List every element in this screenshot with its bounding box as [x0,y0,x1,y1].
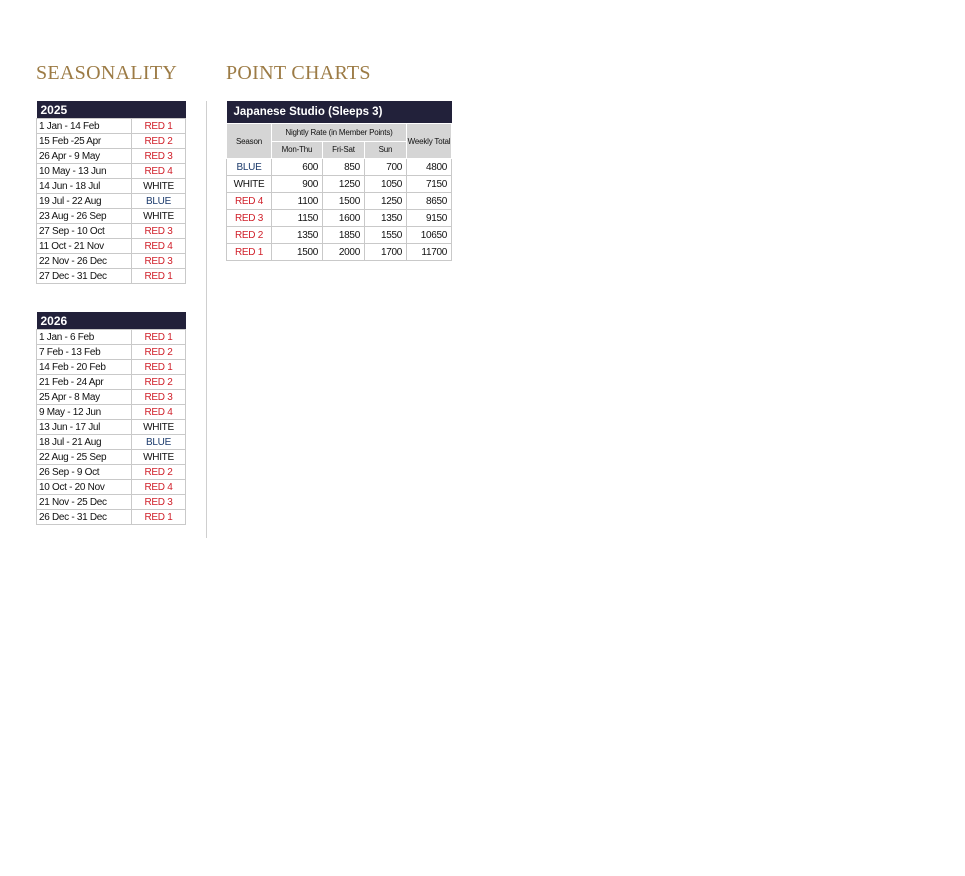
table-row [37,119,186,134]
table-row [37,164,186,179]
column-divider [206,101,207,538]
season-cell: WHITE [132,420,186,435]
season-cell: WHITE [132,450,186,465]
table-row [37,480,186,495]
weekly-total-cell: 11700 [407,244,452,261]
date-range-cell: 26 Dec - 31 Dec [37,510,132,525]
season-cell: WHITE [227,176,272,193]
sun-cell: 1350 [364,210,406,227]
date-range-cell: 22 Nov - 26 Dec [37,254,132,269]
table-row [37,375,186,390]
season-cell: RED 1 [132,119,186,134]
season-cell: RED 4 [132,164,186,179]
table-row [227,227,452,244]
nightly-rate-header: Nightly Rate (in Member Points) [272,124,407,142]
season-cell: WHITE [132,209,186,224]
table-row [227,159,452,176]
mon-thu-cell: 1100 [272,193,323,210]
date-range-cell: 14 Jun - 18 Jul [37,179,132,194]
sun-header: Sun [364,141,406,159]
fri-sat-cell: 1500 [322,193,364,210]
sun-cell: 1250 [364,193,406,210]
date-range-cell: 21 Feb - 24 Apr [37,375,132,390]
season-cell: RED 3 [132,224,186,239]
year-header-2026: 2026 [37,312,186,330]
weekly-total-cell: 7150 [407,176,452,193]
season-cell: RED 2 [227,227,272,244]
season-cell: BLUE [132,194,186,209]
date-range-cell: 23 Aug - 26 Sep [37,209,132,224]
table-row [227,193,452,210]
table-row [37,510,186,525]
table-row [37,149,186,164]
mon-thu-cell: 600 [272,159,323,176]
table-row [37,239,186,254]
date-range-cell: 25 Apr - 8 May [37,390,132,405]
date-range-cell: 15 Feb -25 Apr [37,134,132,149]
weekly-total-cell: 4800 [407,159,452,176]
sun-cell: 1700 [364,244,406,261]
table-row [37,435,186,450]
date-range-cell: 27 Sep - 10 Oct [37,224,132,239]
fri-sat-header: Fri-Sat [322,141,364,159]
table-row [227,244,452,261]
table-row [37,330,186,345]
season-cell: BLUE [227,159,272,176]
table-row [227,176,452,193]
sun-cell: 1550 [364,227,406,244]
date-range-cell: 1 Jan - 6 Feb [37,330,132,345]
point-chart-table [226,101,452,261]
seasonality-table-2025 [36,101,186,284]
season-cell: RED 3 [132,149,186,164]
table-row [37,134,186,149]
table-row [37,360,186,375]
date-range-cell: 27 Dec - 31 Dec [37,269,132,284]
date-range-cell: 19 Jul - 22 Aug [37,194,132,209]
season-cell: RED 2 [132,345,186,360]
season-cell: RED 1 [132,510,186,525]
fri-sat-cell: 1850 [322,227,364,244]
date-range-cell: 22 Aug - 25 Sep [37,450,132,465]
table-row [37,465,186,480]
year-header-2025: 2025 [37,101,186,119]
mon-thu-cell: 1150 [272,210,323,227]
fri-sat-cell: 1600 [322,210,364,227]
table-row [227,210,452,227]
season-cell: RED 1 [132,330,186,345]
season-cell: RED 2 [132,375,186,390]
mon-thu-cell: 900 [272,176,323,193]
season-cell: RED 3 [227,210,272,227]
date-range-cell: 10 Oct - 20 Nov [37,480,132,495]
table-row [37,194,186,209]
season-cell: RED 2 [132,134,186,149]
date-range-cell: 14 Feb - 20 Feb [37,360,132,375]
point-charts-heading: POINT CHARTS [226,62,371,84]
season-cell: RED 1 [132,360,186,375]
mon-thu-header: Mon-Thu [272,141,323,159]
fri-sat-cell: 2000 [322,244,364,261]
table-row [37,179,186,194]
season-cell: RED 2 [132,465,186,480]
table-row [37,224,186,239]
season-cell: RED 4 [132,239,186,254]
table-row [37,254,186,269]
table-row [37,420,186,435]
table-row [37,390,186,405]
season-cell: RED 1 [227,244,272,261]
table-row [37,495,186,510]
date-range-cell: 21 Nov - 25 Dec [37,495,132,510]
date-range-cell: 11 Oct - 21 Nov [37,239,132,254]
sun-cell: 700 [364,159,406,176]
table-row [37,269,186,284]
date-range-cell: 13 Jun - 17 Jul [37,420,132,435]
date-range-cell: 18 Jul - 21 Aug [37,435,132,450]
date-range-cell: 1 Jan - 14 Feb [37,119,132,134]
date-range-cell: 9 May - 12 Jun [37,405,132,420]
sun-cell: 1050 [364,176,406,193]
weekly-total-cell: 9150 [407,210,452,227]
season-column-header: Season [227,124,272,159]
date-range-cell: 7 Feb - 13 Feb [37,345,132,360]
season-cell: RED 1 [132,269,186,284]
weekly-total-cell: 10650 [407,227,452,244]
date-range-cell: 26 Apr - 9 May [37,149,132,164]
fri-sat-cell: 850 [322,159,364,176]
season-cell: WHITE [132,179,186,194]
seasonality-heading: SEASONALITY [36,62,178,84]
season-cell: BLUE [132,435,186,450]
season-cell: RED 3 [132,254,186,269]
season-cell: RED 4 [132,480,186,495]
point-chart-title: Japanese Studio (Sleeps 3) [227,101,452,124]
season-cell: RED 3 [132,390,186,405]
date-range-cell: 26 Sep - 9 Oct [37,465,132,480]
fri-sat-cell: 1250 [322,176,364,193]
season-cell: RED 4 [132,405,186,420]
season-cell: RED 3 [132,495,186,510]
weekly-total-header: Weekly Total [407,124,452,159]
table-row [37,209,186,224]
mon-thu-cell: 1500 [272,244,323,261]
season-cell: RED 4 [227,193,272,210]
mon-thu-cell: 1350 [272,227,323,244]
table-row [37,405,186,420]
weekly-total-cell: 8650 [407,193,452,210]
seasonality-table-2026 [36,312,186,525]
table-row [37,345,186,360]
table-row [37,450,186,465]
date-range-cell: 10 May - 13 Jun [37,164,132,179]
